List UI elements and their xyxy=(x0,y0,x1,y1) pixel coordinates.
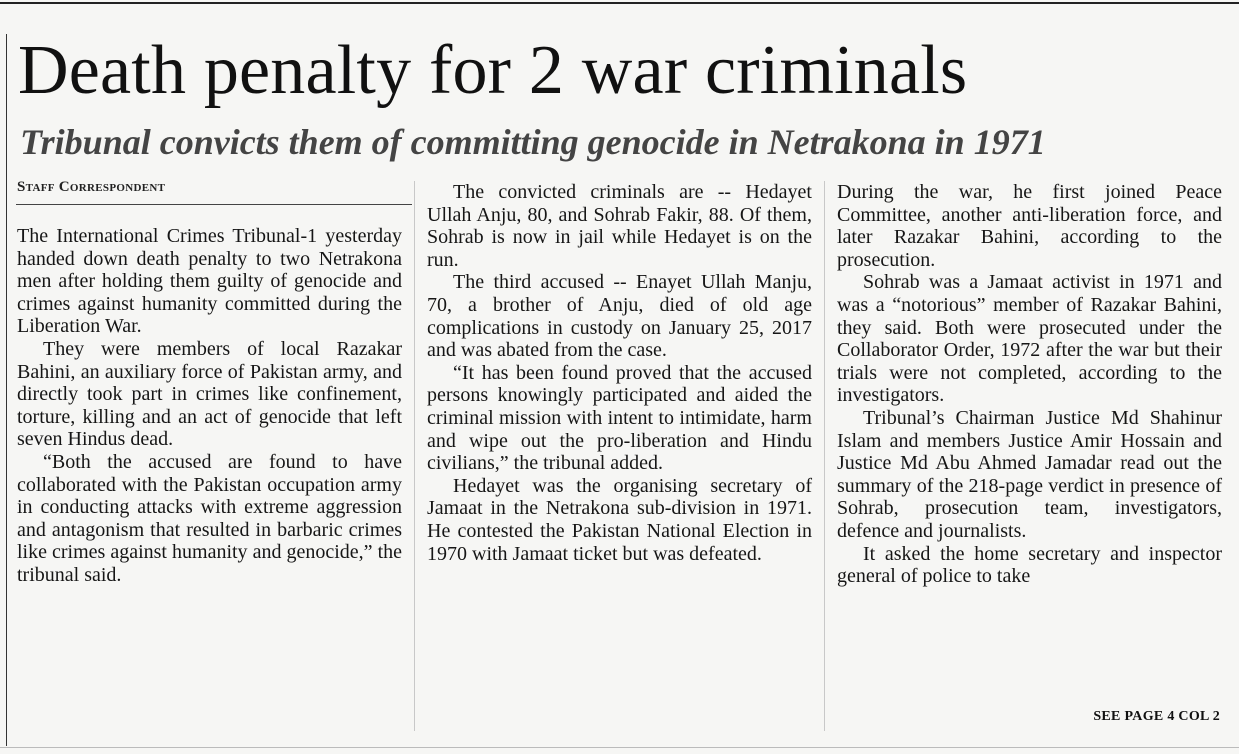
paragraph: The convicted criminals are -- Hedayet Ullah Anju, 80, and Sohrab Fakir, 88. Of them, Sohrab is now in jail while Hedayet is on the run. xyxy=(427,181,812,271)
bottom-rule xyxy=(0,747,1239,748)
paragraph: The third accused -- Enayet Ullah Manju, 70, a brother of Anju, died of old age complications in custody on January 25, 2017 and was abated from the case. xyxy=(427,271,812,362)
paragraph: They were members of local Razakar Bahini, an auxiliary force of Pakistan army, and directly took part in crimes like confinement, torture, killing and an act of genocide that left seven Hindus dead. xyxy=(17,337,402,451)
headline: Death penalty for 2 war criminals xyxy=(18,32,968,109)
paragraph: It asked the home secretary and inspector general of police to take xyxy=(837,542,1222,588)
paragraph: Tribunal’s Chairman Justice Md Shahinur Islam and members Justice Amir Hossain and Justice Md Abu Ahmed Jamadar read out the summary of the 218-page verdict in presence of Sohrab, prosecution team, investigators, defence and journalists. xyxy=(837,406,1222,542)
article-column-2 xyxy=(427,181,812,565)
paragraph: During the war, he first joined Peace Committee, another anti-liberation force, and later Razakar Bahini, according to the prosecution. xyxy=(837,181,1222,271)
top-rule xyxy=(0,2,1239,4)
paragraph: Hedayet was the organising secretary of Jamaat in the Netrakona sub-division in 1971. He contested the Pakistan National Election in 1970 with Jamaat ticket but was defeated. xyxy=(427,474,812,565)
column-divider xyxy=(824,181,825,731)
byline-rule xyxy=(16,204,412,205)
paragraph: The International Crimes Tribunal-1 yesterday handed down death penalty to two Netrakona men after holding them guilty of genocide and crimes against humanity committed during the Liberation War. xyxy=(17,225,402,338)
left-border-rule xyxy=(6,34,7,746)
paragraph: “Both the accused are found to have collaborated with the Pakistan occupation army in conducting attacks with extreme aggression and antagonism that resulted in barbaric crimes like crimes against humanity and genocide,” the tribunal said. xyxy=(17,450,402,586)
paragraph: Sohrab was a Jamaat activist in 1971 and was a “notorious” member of Razakar Bahini, they said. Both were prosecuted under the Collaborator Order, 1972 after the war but their trials were not completed, according to the investigators. xyxy=(837,271,1222,407)
article-column-1 xyxy=(17,225,402,587)
paragraph: “It has been found proved that the accused persons knowingly participated and aided the criminal mission with intent to intimidate, harm and wipe out the pro-liberation and Hindu civilians,” the tribunal added. xyxy=(427,361,812,475)
article-column-3 xyxy=(837,181,1222,588)
column-divider xyxy=(414,181,415,731)
subheadline: Tribunal convicts them of committing genocide in Netrakona in 1971 xyxy=(20,122,1046,162)
byline: Staff Correspondent xyxy=(17,179,166,195)
continued-on-page-note: SEE PAGE 4 COL 2 xyxy=(1093,709,1220,724)
